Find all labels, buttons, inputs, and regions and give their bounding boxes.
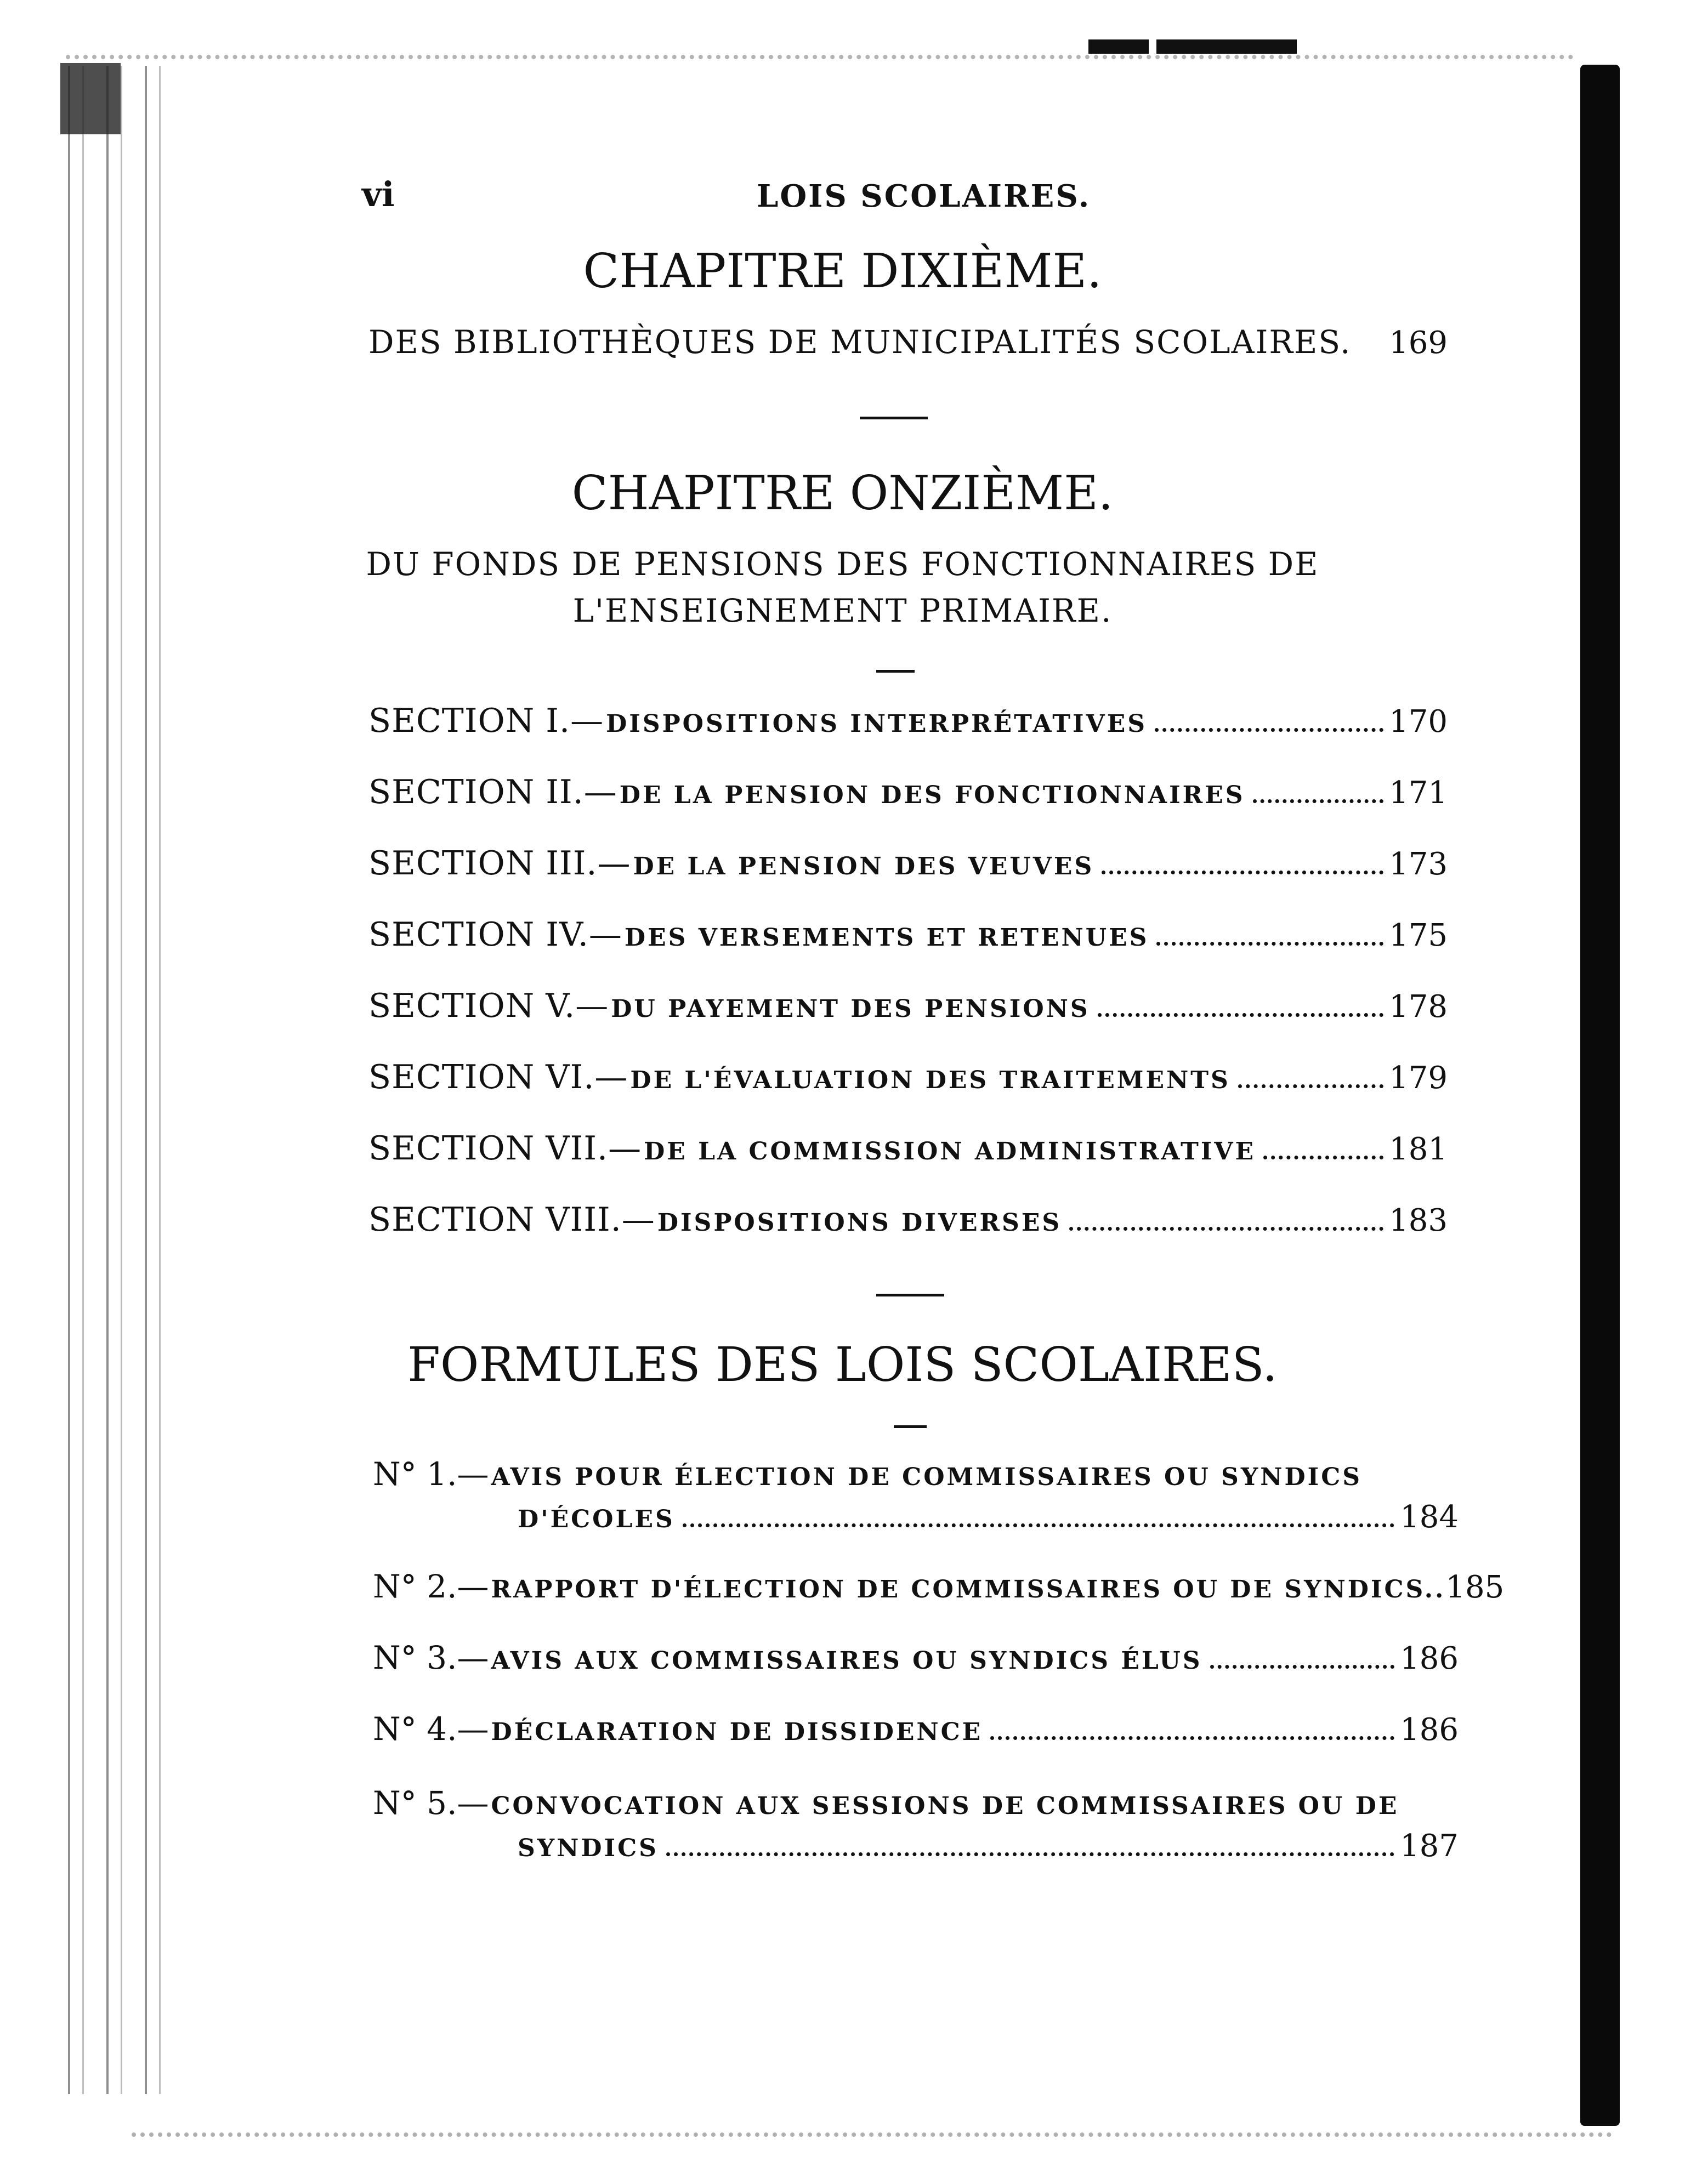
section-page: 175 bbox=[1389, 918, 1448, 953]
section-page: 170 bbox=[1389, 704, 1448, 740]
chapter-11-subtitle-line2: L'ENSEIGNEMENT PRIMAIRE. bbox=[572, 592, 1113, 629]
formule-title-continued: SYNDICS bbox=[518, 1834, 659, 1862]
section-page: 179 bbox=[1389, 1060, 1448, 1096]
formule-page: 184 bbox=[1400, 1499, 1459, 1535]
formule-title: AVIS POUR ÉLECTION DE COMMISSAIRES OU SYNDICS bbox=[491, 1463, 1362, 1491]
formule-item bbox=[373, 1455, 1459, 1543]
dot-leader bbox=[666, 1852, 1394, 1856]
section-page: 181 bbox=[1389, 1131, 1448, 1167]
formule-number: N° 1.— bbox=[373, 1455, 489, 1493]
separator-rule bbox=[876, 1294, 944, 1296]
formule-number: N° 4.— bbox=[373, 1710, 489, 1748]
formule-title: CONVOCATION AUX SESSIONS DE COMMISSAIRES OU DE bbox=[491, 1792, 1399, 1820]
formule-title: AVIS AUX COMMISSAIRES OU SYNDICS ÉLUS bbox=[491, 1647, 1202, 1675]
scan-blot bbox=[60, 63, 121, 134]
section-page: 173 bbox=[1389, 846, 1448, 882]
toc-section-row bbox=[368, 1058, 1448, 1102]
section-title: DU PAYEMENT DES PENSIONS bbox=[611, 995, 1090, 1023]
page-folio: vi bbox=[362, 174, 395, 214]
toc-section-row bbox=[368, 915, 1448, 959]
formule-page: 186 bbox=[1400, 1712, 1459, 1748]
formule-number: N° 2.— bbox=[373, 1568, 489, 1605]
scan-binding-edge bbox=[60, 66, 164, 2094]
scan-edge-shadow bbox=[1580, 65, 1620, 2126]
toc-section-row bbox=[368, 987, 1448, 1031]
chapter-11-subtitle-line1: DU FONDS DE PENSIONS DES FONCTIONNAIRES DE bbox=[366, 545, 1319, 583]
section-title: DE LA COMMISSION ADMINISTRATIVE bbox=[644, 1138, 1256, 1165]
formule-title: DÉCLARATION DE DISSIDENCE bbox=[491, 1718, 983, 1746]
dot-leader bbox=[1263, 1156, 1383, 1159]
scan-noise-bottom bbox=[132, 2111, 1612, 2137]
scan-noise-top bbox=[66, 55, 1574, 81]
chapter-11-heading: CHAPITRE ONZIÈME. bbox=[571, 466, 1114, 521]
dot-leader bbox=[1098, 1013, 1383, 1017]
section-lead: SECTION IV.— bbox=[368, 915, 622, 954]
section-page: 183 bbox=[1389, 1203, 1448, 1238]
section-title: DISPOSITIONS DIVERSES bbox=[657, 1209, 1062, 1237]
dot-leader bbox=[1102, 871, 1383, 874]
dot-leader bbox=[1210, 1665, 1395, 1669]
formule-title: RAPPORT D'ÉLECTION DE COMMISSAIRES OU DE SYNDICS.. bbox=[491, 1576, 1446, 1603]
section-lead: SECTION III.— bbox=[368, 844, 631, 883]
running-head: LOIS SCOLAIRES. bbox=[757, 178, 1091, 214]
formule-item bbox=[373, 1639, 1459, 1683]
toc-section-row bbox=[368, 773, 1448, 817]
toc-section-row bbox=[368, 702, 1448, 746]
formule-page: 187 bbox=[1400, 1828, 1459, 1864]
separator-rule bbox=[860, 417, 928, 419]
section-lead: SECTION I.— bbox=[368, 702, 604, 740]
section-lead: SECTION V.— bbox=[368, 987, 609, 1025]
chapter-10-page: 169 bbox=[1389, 325, 1448, 361]
formules-heading: FORMULES DES LOIS SCOLAIRES. bbox=[407, 1338, 1278, 1392]
toc-section-row bbox=[368, 1129, 1448, 1173]
section-lead: SECTION VIII.— bbox=[368, 1201, 655, 1239]
chapter-10-subtitle: DES BIBLIOTHÈQUES DE MUNICIPALITÉS SCOLAIRES. bbox=[368, 323, 1352, 361]
formule-number: N° 5.— bbox=[373, 1784, 489, 1822]
section-lead: SECTION II.— bbox=[368, 773, 617, 811]
section-title: DE LA PENSION DES VEUVES bbox=[633, 852, 1094, 880]
dot-leader bbox=[1253, 799, 1384, 803]
dot-leader bbox=[1069, 1227, 1383, 1231]
formule-title-continued: D'ÉCOLES bbox=[518, 1505, 675, 1533]
formule-item bbox=[373, 1568, 1505, 1612]
chapter-10-entry bbox=[368, 323, 1448, 361]
scan-mark-top bbox=[1088, 39, 1297, 54]
chapter-10-heading: CHAPITRE DIXIÈME. bbox=[583, 244, 1102, 299]
section-title: DE L'ÉVALUATION DES TRAITEMENTS bbox=[630, 1066, 1230, 1094]
dot-leader bbox=[1155, 728, 1383, 732]
formule-item bbox=[373, 1710, 1459, 1754]
dot-leader bbox=[683, 1523, 1394, 1527]
separator-rule bbox=[894, 1425, 927, 1428]
dot-leader bbox=[990, 1736, 1394, 1740]
section-lead: SECTION VI.— bbox=[368, 1058, 628, 1096]
dot-leader bbox=[1156, 942, 1383, 946]
section-title: DISPOSITIONS INTERPRÉTATIVES bbox=[606, 710, 1148, 738]
separator-rule bbox=[876, 670, 915, 673]
section-page: 171 bbox=[1389, 775, 1448, 811]
section-page: 178 bbox=[1389, 989, 1448, 1025]
section-lead: SECTION VII.— bbox=[368, 1129, 642, 1168]
section-title: DES VERSEMENTS ET RETENUES bbox=[624, 924, 1149, 952]
section-title: DE LA PENSION DES FONCTIONNAIRES bbox=[619, 781, 1245, 809]
toc-section-row bbox=[368, 1201, 1448, 1244]
formule-item bbox=[373, 1784, 1459, 1872]
dot-leader bbox=[1238, 1084, 1383, 1088]
formule-number: N° 3.— bbox=[373, 1639, 489, 1676]
formule-page: 185 bbox=[1445, 1569, 1505, 1605]
toc-section-row bbox=[368, 844, 1448, 888]
formule-page: 186 bbox=[1400, 1641, 1459, 1676]
